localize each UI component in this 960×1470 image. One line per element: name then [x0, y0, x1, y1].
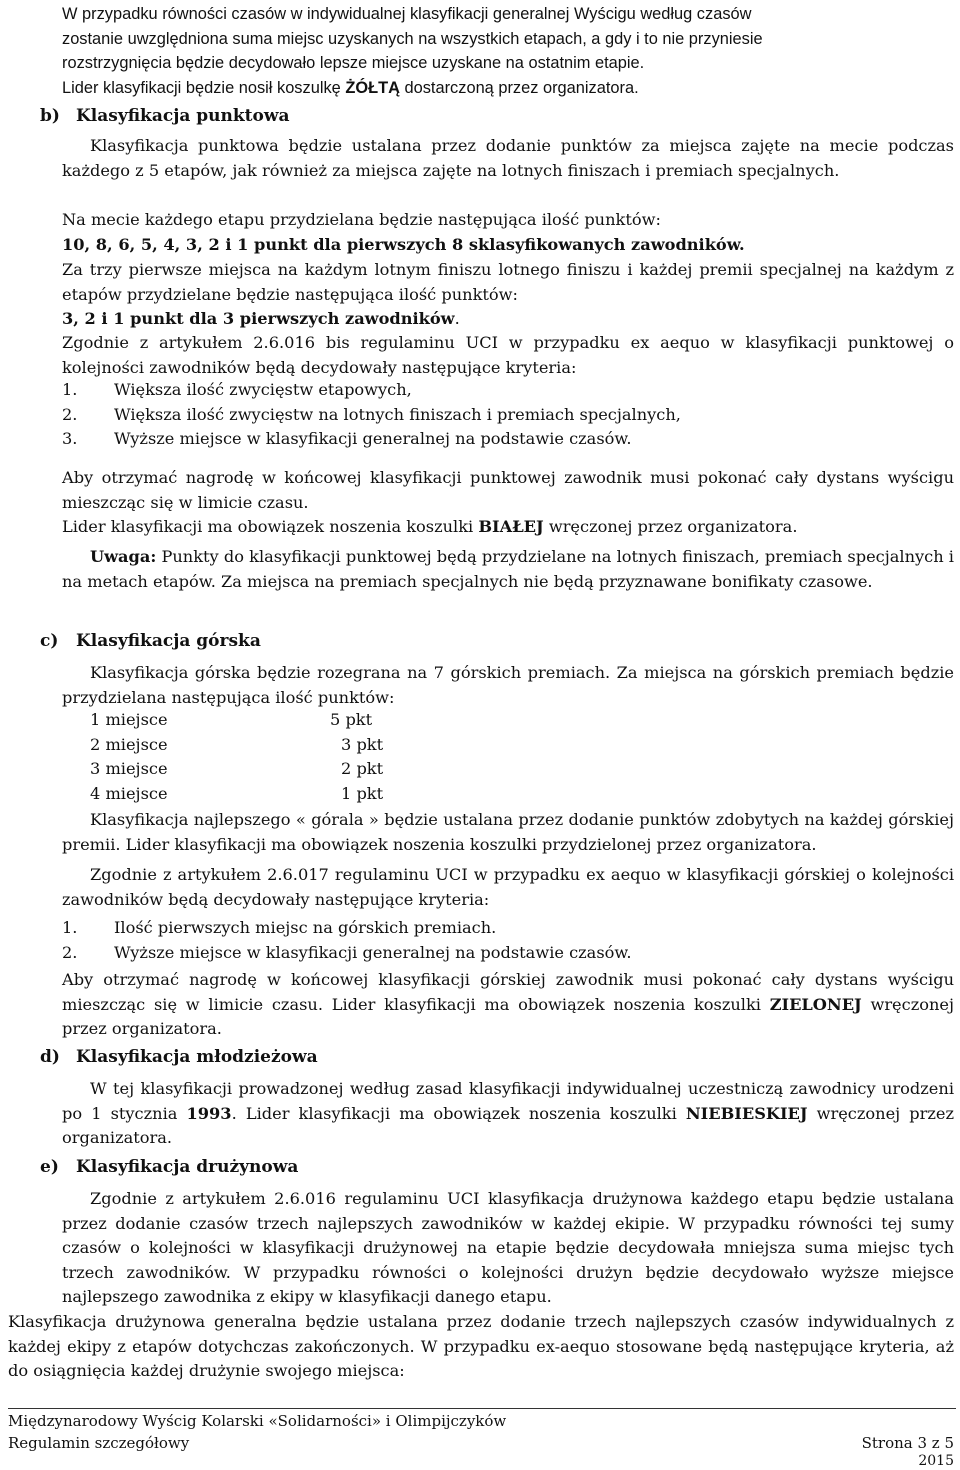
- footer-page-number: Strona 3 z 5: [861, 1434, 954, 1452]
- section-c-letter: c): [40, 631, 59, 651]
- points-row: [90, 710, 372, 729]
- criterion-number: 1.: [62, 380, 78, 399]
- birth-year: 1993: [186, 1103, 232, 1123]
- criterion-text: Większa ilość zwycięstw na lotnych finiszach i premiach specjalnych,: [114, 404, 681, 424]
- footer-rule: [8, 1408, 956, 1409]
- footer-title: Międzynarodowy Wyścig Kolarski «Solidarności» i Olimpijczyków: [8, 1412, 507, 1430]
- intro-text-1: W przypadku równości czasów w indywidualnej klasyfikacji generalnej Wyścigu według czasów: [62, 5, 752, 23]
- section-b-p8c: wręczonej przez organizatora.: [543, 517, 798, 536]
- intro-text-2: zostanie uwzględniona suma miejsc uzyskanych na wszystkich etapach, a gdy i to nie przyniesie: [62, 30, 763, 48]
- intro-line-4: [62, 76, 954, 100]
- section-c-p1: Klasyfikacja górska będzie rozegrana na 7 górskich premiach. Za miejsca na górskich premiach będzie przydzielana następująca ilość punktów:: [62, 663, 954, 707]
- section-e-title: Klasyfikacja drużynowa: [76, 1157, 299, 1177]
- section-b-p7: Aby otrzymać nagrodę w końcowej klasyfikacji punktowej zawodnik musi pokonać cały dystans wyścigu mieszcząc się w limicie czasu.: [62, 468, 954, 512]
- points-place: 2 miejsce: [90, 734, 168, 754]
- section-b-p6: Zgodnie z artykułem 2.6.016 bis regulaminu UCI w przypadku ex aequo w klasyfikacji punktowej o kolejności zawodników będą decydowały następujące kryteria:: [62, 333, 954, 377]
- jersey-yellow: ŻÓŁTĄ: [345, 79, 400, 97]
- section-d-p1e: wręczonej przez organizatora.: [62, 1103, 954, 1148]
- section-d-p1c: . Lider klasyfikacji ma obowiązek noszenia koszulki: [231, 1103, 686, 1123]
- criterion-item: [62, 943, 631, 962]
- criterion-number: 2.: [62, 404, 78, 424]
- criterion-item: [62, 918, 496, 937]
- section-b-p2: Na mecie każdego etapu przydzielana będzie następująca ilość punktów:: [62, 210, 661, 229]
- section-c-title: Klasyfikacja górska: [76, 631, 261, 651]
- jersey-green: ZIELONEJ: [769, 994, 862, 1014]
- intro-line-1: [62, 2, 954, 26]
- criterion-item: [62, 405, 681, 424]
- points-place: 3 miejsce: [90, 759, 168, 779]
- section-c-p4: [62, 968, 954, 1042]
- points-row: [90, 784, 383, 803]
- section-b-p1: Klasyfikacja punktowa będzie ustalana przez dodanie punktów za miejsca zajęte na mecie podczas każdego z 5 etapów, jak również za miejsca zajęte na lotnych finiszach i premiach specjalnych.: [62, 136, 954, 180]
- section-b-p5-end: .: [454, 309, 460, 328]
- section-c-p4a: Aby otrzymać nagrodę w końcowej klasyfikacji górskiej zawodnik musi pokonać cały dystans wyścigu mieszcząc się w limicie czasu. Lider klasyfikacji ma obowiązek noszenia koszulki: [62, 970, 954, 1014]
- section-d-title: Klasyfikacja młodzieżowa: [76, 1047, 318, 1067]
- section-b-p5: [62, 307, 954, 332]
- section-b-p4: Za trzy pierwsze miejsca na każdym lotnym finiszu lotnego finiszu i każdej premii specjalnej na każdym z etapów przydzielane będzie następująca ilość punktów:: [62, 260, 954, 304]
- section-b-p8a: Lider klasyfikacji ma obowiązek noszenia koszulki: [62, 517, 479, 536]
- criterion-number: 2.: [62, 942, 78, 962]
- intro-text-4a: Lider klasyfikacji będzie nosił koszulkę: [62, 79, 346, 97]
- section-e-heading: [40, 1157, 298, 1177]
- criterion-item: [62, 429, 631, 448]
- section-b-title: Klasyfikacja punktowa: [76, 106, 290, 126]
- criterion-item: [62, 380, 412, 399]
- section-c-heading: [40, 631, 261, 651]
- section-b-note: [62, 545, 954, 594]
- points-value: 2 pkt: [341, 759, 384, 779]
- points-value: 5 pkt: [330, 710, 373, 729]
- section-d-p1a: W tej klasyfikacji prowadzonej według zasad klasyfikacji indywidualnej uczestniczą zawodnicy urodzeni po 1 stycznia: [62, 1079, 954, 1123]
- intro-line-2: [62, 27, 954, 51]
- points-row: [90, 735, 383, 754]
- section-b-heading: [40, 106, 290, 126]
- section-d-letter: d): [40, 1047, 60, 1067]
- criterion-number: 3.: [62, 429, 78, 448]
- section-e-letter: e): [40, 1157, 59, 1177]
- section-b-p3: 10, 8, 6, 5, 4, 3, 2 i 1 punkt dla pierwszych 8 sklasyfikowanych zawodników.: [62, 235, 745, 254]
- section-e-p1: Zgodnie z artykułem 2.6.016 regulaminu UCI klasyfikacja drużynowa każdego etapu będzie ustalana przez dodanie czasów trzech najlepszych zawodników w każdej ekipie. W przypadku równości tej sumy czasów o kolejności w klasyfikacji drużynowej na etapie będzie decydowała mniejsza suma miejsc tych trzech zawodników. W przypadku równości o kolejności drużyn będzie decydowało wyższe miejsce najlepszego zawodnika z ekipy w klasyfikacji danego etapu.: [62, 1189, 954, 1307]
- points-value: 1 pkt: [341, 784, 384, 804]
- section-b-p5-bold: 3, 2 i 1 punkt dla 3 pierwszych zawodników: [62, 309, 455, 328]
- points-place: 1 miejsce: [90, 710, 168, 729]
- footer-year: 2015: [918, 1453, 954, 1469]
- intro-text-3: rozstrzygnięcia będzie decydowało lepsze miejsce uzyskane na ostatnim etapie.: [62, 54, 645, 72]
- section-e-p2: Klasyfikacja drużynowa generalna będzie ustalana przez dodanie trzech najlepszych czasów indywidualnych z każdej ekipy z etapów dotychczas zakończonych. W przypadku ex-aequo stosowane będą następujące kryteria, aż do osiągnięcia każdej drużynie swojego miejsca:: [8, 1312, 954, 1381]
- section-d-p1: [62, 1077, 954, 1151]
- jersey-blue: NIEBIESKIEJ: [685, 1103, 808, 1123]
- criterion-text: Ilość pierwszych miejsc na górskich premiach.: [114, 918, 497, 937]
- section-c-p2: Klasyfikacja najlepszego « górala » będzie ustalana przez dodanie punktów zdobytych na każdej górskiej premii. Lider klasyfikacji ma obowiązek noszenia koszulki przydzielonej przez organizatora.: [62, 810, 954, 854]
- section-b-p8: [62, 515, 954, 540]
- criterion-text: Wyższe miejsce w klasyfikacji generalnej na podstawie czasów.: [114, 942, 632, 962]
- note-label: Uwaga:: [90, 547, 157, 566]
- section-d-heading: [40, 1047, 318, 1067]
- jersey-white: BIAŁEJ: [478, 517, 544, 536]
- points-place: 4 miejsce: [90, 784, 168, 804]
- section-c-p4c: wręczonej przez organizatora.: [62, 994, 955, 1039]
- section-c-p3: Zgodnie z artykułem 2.6.017 regulaminu UCI w przypadku ex aequo w klasyfikacji górskiej o kolejności zawodników będą decydowały następujące kryteria:: [62, 865, 954, 909]
- points-value: 3 pkt: [341, 734, 384, 754]
- footer-subtitle: Regulamin szczegółowy: [8, 1434, 190, 1452]
- intro-line-3: [62, 51, 954, 75]
- criterion-number: 1.: [62, 918, 78, 937]
- section-b-letter: b): [40, 106, 60, 126]
- criterion-text: Wyższe miejsce w klasyfikacji generalnej na podstawie czasów.: [114, 429, 632, 448]
- note-text: Punkty do klasyfikacji punktowej będą przydzielane na lotnych finiszach, premiach specjalnych i na metach etapów. Za miejsca na premiach specjalnych nie będą przyznawane bonifikaty czasowe.: [62, 547, 954, 591]
- criterion-text: Większa ilość zwycięstw etapowych,: [114, 380, 412, 399]
- points-row: [90, 759, 383, 778]
- intro-text-4c: dostarczoną przez organizatora.: [399, 79, 639, 97]
